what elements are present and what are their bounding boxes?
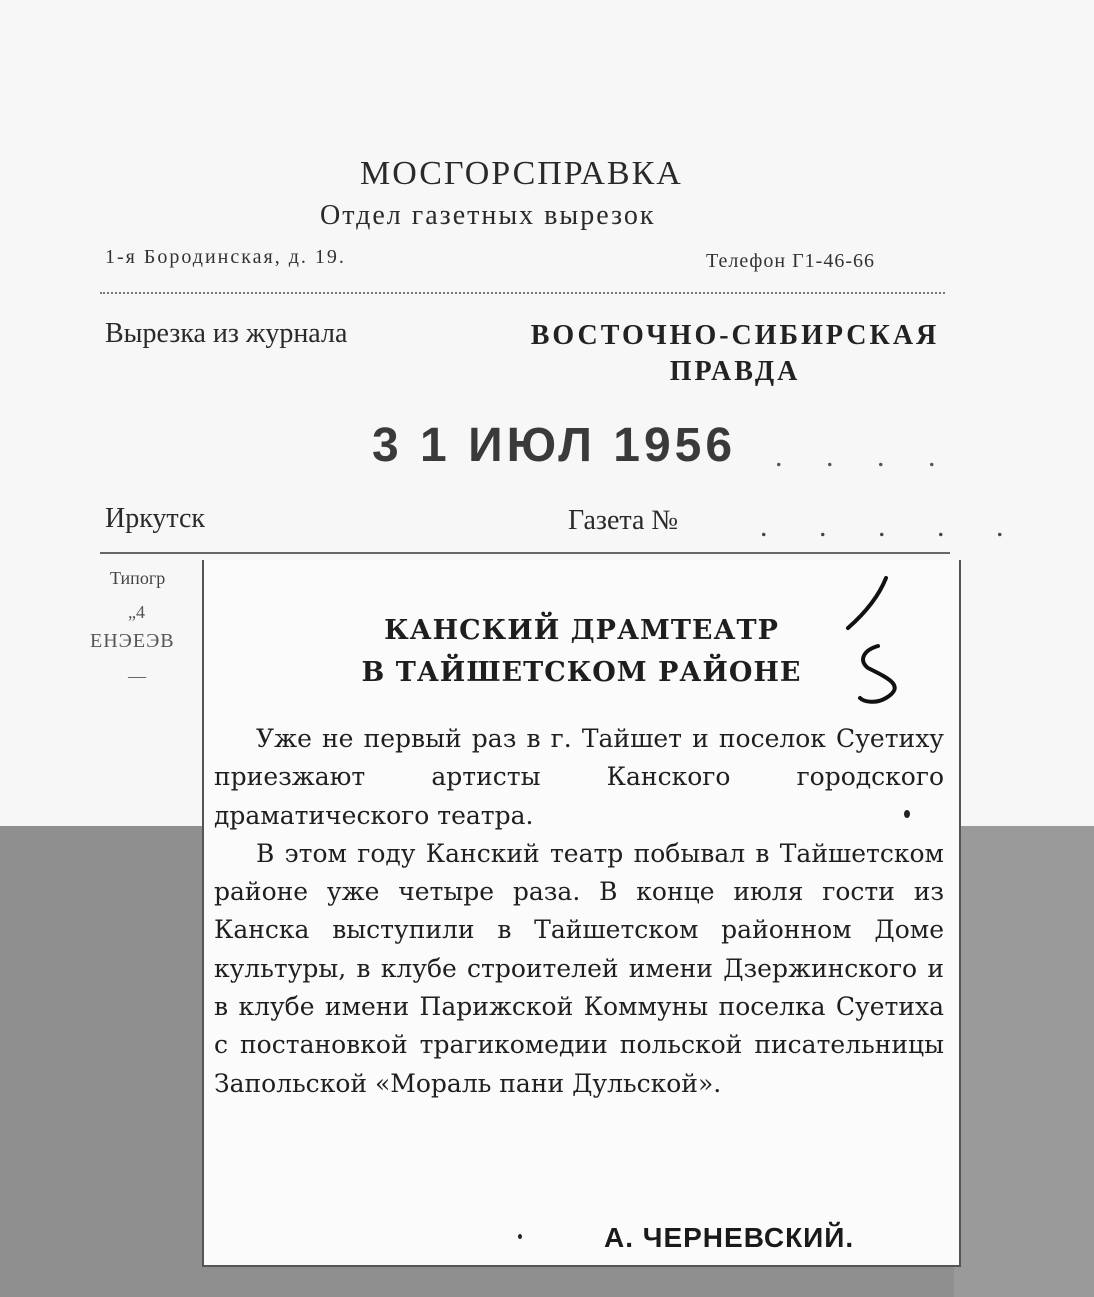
paper-scrap-text: — <box>128 666 146 686</box>
date-stamp: 3 1 ИЮЛ 1956 <box>372 419 737 472</box>
headline-line: В ТАЙШЕТСКОМ РАЙОНЕ <box>361 657 802 688</box>
department-name: Отдел газетных вырезок <box>320 200 656 231</box>
paper-scrap-text: „4 <box>128 602 145 622</box>
handwritten-number-mark <box>834 570 914 710</box>
paper-number-dots: . . . . . <box>760 510 1026 543</box>
header-divider <box>100 292 945 294</box>
paper-number-label: Газета № <box>568 505 679 536</box>
form-divider <box>100 552 950 554</box>
clipping-source-label: Вырезка из журнала <box>105 318 348 349</box>
article-body <box>214 720 944 1103</box>
paper-scrap-text: ЕНЭЕЭВ <box>90 630 175 652</box>
address: 1-я Бородинская, д. 19. <box>105 246 346 268</box>
phone-number: Телефон Г1-46-66 <box>706 250 875 272</box>
headline-line: КАНСКИЙ ДРАМТЕАТР <box>384 615 779 646</box>
date-dots: . . . . <box>775 440 954 473</box>
article-paragraph: В этом году Канский театр побывал в Тайшетском районе уже четыре раза. В конце июля гости из Канска выступили в Тайшетском районном Доме культуры, в клубе строителей имени Дзержинского и в клубе имени Парижской Коммуны поселка Суетиха с постановкой трагикомедии польской писательницы Запольской «Мораль пани Дульской». <box>214 838 944 1098</box>
article-paragraph: Уже не первый раз в г. Тайшет и поселок Суетиху приезжают артисты Канского городского драматического театра. <box>214 724 944 830</box>
newspaper-clipping <box>202 560 961 1267</box>
publication-name: ВОСТОЧНО-СИБИРСКАЯ ПРАВДА <box>530 320 940 387</box>
scan-background-edge <box>954 826 1094 1297</box>
article-author: А. ЧЕРНЕВСКИЙ. <box>604 1222 855 1253</box>
city-name: Иркутск <box>105 503 206 534</box>
ink-speck <box>518 1234 522 1239</box>
ink-speck <box>904 810 910 818</box>
org-name: МОСГОРСПРАВКА <box>360 155 683 192</box>
typography-label: Типогр <box>110 568 166 588</box>
